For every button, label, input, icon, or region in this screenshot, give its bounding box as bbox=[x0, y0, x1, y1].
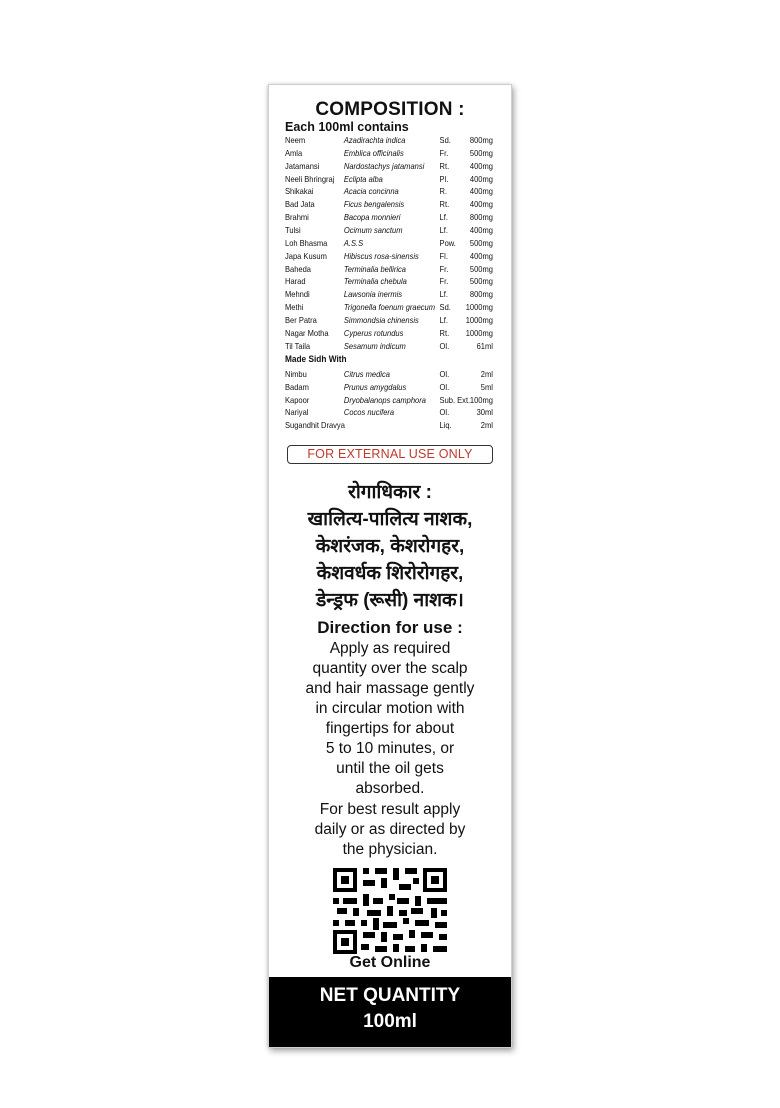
ingredient-botanical: Lawsonia inermis bbox=[343, 290, 403, 300]
ingredient-quantity: 500mg bbox=[469, 264, 493, 274]
ingredient-botanical: Citrus medica bbox=[343, 370, 390, 379]
ingredient-row bbox=[285, 341, 493, 353]
ingredient-part: Fl. bbox=[439, 251, 448, 261]
ingredient-botanical: Nardostachys jatamansi bbox=[343, 161, 425, 171]
ingredient-part: Ol. bbox=[439, 341, 450, 351]
direction-line: until the oil gets bbox=[336, 760, 444, 777]
ingredient-name: Bad Jata bbox=[285, 200, 315, 210]
ingredient-quantity: 500mg bbox=[469, 238, 493, 248]
ingredient-part: Lf. bbox=[439, 315, 448, 325]
direction-line: the physician. bbox=[342, 841, 438, 858]
direction-line: fingertips for about bbox=[325, 720, 455, 737]
ingredient-part: Pl. bbox=[439, 174, 449, 184]
ingredient-part: Sd. bbox=[439, 136, 451, 145]
external-use-badge: FOR EXTERNAL USE ONLY bbox=[287, 445, 493, 464]
ingredient-row bbox=[285, 395, 493, 407]
ingredient-botanical: Acacia concinna bbox=[343, 187, 399, 197]
qr-code-icon[interactable] bbox=[333, 868, 447, 954]
direction-line: and hair massage gently bbox=[305, 680, 475, 697]
ingredient-row bbox=[285, 186, 493, 198]
ingredient-botanical: Terminalia bellirica bbox=[343, 264, 406, 274]
ingredient-name: Jatamansi bbox=[285, 161, 320, 171]
ingredient-row bbox=[285, 289, 493, 301]
ingredient-botanical: Cyperus rotundus bbox=[343, 328, 404, 338]
ingredient-part: Fr. bbox=[439, 277, 449, 287]
ingredient-name: Neem bbox=[285, 136, 306, 145]
ingredient-name: Badam bbox=[285, 382, 309, 392]
hindi-heading: रोगाधिकार : bbox=[348, 482, 432, 503]
ingredient-botanical: A.S.S bbox=[343, 238, 364, 248]
net-quantity-label: NET QUANTITY bbox=[319, 985, 461, 1006]
ingredient-botanical: Ficus bengalensis bbox=[343, 200, 405, 210]
direction-line: quantity over the scalp bbox=[312, 660, 468, 677]
ingredient-botanical: Hibiscus rosa-sinensis bbox=[343, 251, 419, 261]
ingredient-quantity: 61ml bbox=[476, 341, 493, 351]
ingredient-row bbox=[285, 407, 493, 419]
net-quantity-value: 100ml bbox=[363, 1011, 417, 1032]
ingredient-part: Rt. bbox=[439, 328, 450, 338]
direction-line: For best result apply bbox=[319, 801, 461, 818]
qr-caption: Get Online bbox=[349, 954, 431, 971]
ingredient-quantity: 400mg bbox=[469, 251, 493, 261]
ingredient-row bbox=[285, 328, 493, 340]
ingredient-quantity: 500mg bbox=[469, 277, 493, 287]
ingredient-botanical: Cocos nucifera bbox=[343, 408, 395, 418]
ingredient-quantity: 400mg bbox=[469, 225, 493, 235]
ingredient-name: Brahmi bbox=[285, 213, 309, 223]
composition-subtitle: Each 100ml contains bbox=[285, 120, 409, 134]
ingredient-quantity: 30ml bbox=[476, 408, 493, 418]
ingredient-part: Lf. bbox=[439, 213, 448, 223]
ingredient-row bbox=[285, 420, 493, 432]
ingredient-part: Pow. bbox=[439, 238, 456, 248]
ingredient-part: Rt. bbox=[439, 200, 450, 210]
ingredient-row bbox=[285, 161, 493, 173]
ingredient-botanical: Azadirachta indica bbox=[343, 136, 406, 145]
ingredient-row bbox=[285, 199, 493, 211]
ingredient-name: Tulsi bbox=[285, 225, 301, 235]
ingredient-part: Fr. bbox=[439, 264, 449, 274]
ingredient-botanical: Eclipta alba bbox=[343, 174, 383, 184]
ingredient-quantity: 800mg bbox=[469, 213, 493, 223]
ingredient-part: Lf. bbox=[439, 290, 448, 300]
ingredient-part: Ol. bbox=[439, 382, 450, 392]
ingredient-part: Sd. bbox=[439, 303, 451, 313]
hindi-line: केशरंजक, केशरोगहर, bbox=[315, 536, 465, 557]
ingredient-part: Lf. bbox=[439, 225, 448, 235]
ingredient-row bbox=[285, 382, 493, 394]
ingredient-quantity: 2ml bbox=[480, 421, 493, 431]
ingredient-name: Nimbu bbox=[285, 370, 307, 379]
ingredient-quantity: 500mg bbox=[469, 148, 493, 158]
direction-line: daily or as directed by bbox=[314, 821, 466, 838]
ingredient-name: Harad bbox=[285, 277, 306, 287]
ingredient-row bbox=[285, 225, 493, 237]
ingredient-row bbox=[285, 251, 493, 263]
ingredient-name: Kapoor bbox=[285, 395, 310, 405]
ingredient-row bbox=[285, 135, 493, 147]
direction-title: Direction for use : bbox=[317, 618, 463, 637]
made-sidh-label: Made Sidh With bbox=[285, 354, 347, 364]
ingredient-name: Methi bbox=[285, 303, 304, 313]
direction-line: Apply as required bbox=[329, 640, 451, 657]
ingredient-name: Mehndi bbox=[285, 290, 310, 300]
ingredient-row bbox=[285, 369, 493, 381]
ingredient-row bbox=[285, 148, 493, 160]
ingredient-row bbox=[285, 315, 493, 327]
ingredient-name: Japa Kusum bbox=[285, 251, 327, 261]
ingredient-part: R. bbox=[439, 187, 448, 197]
ingredient-name: Nariyal bbox=[285, 408, 309, 418]
direction-line: 5 to 10 minutes, or bbox=[325, 740, 455, 757]
ingredient-botanical: Emblica officinalis bbox=[343, 148, 404, 158]
ingredient-quantity: 2ml bbox=[480, 370, 493, 379]
ingredient-row bbox=[285, 276, 493, 288]
ingredient-part: Fr. bbox=[439, 148, 449, 158]
ingredient-botanical: Dryobalanops camphora bbox=[343, 395, 426, 405]
ingredient-part: Liq. bbox=[439, 421, 452, 431]
ingredient-quantity: 400mg bbox=[469, 161, 493, 171]
ingredient-row bbox=[285, 264, 493, 276]
ingredient-quantity: 5ml bbox=[480, 382, 493, 392]
ingredient-quantity: 400mg bbox=[469, 174, 493, 184]
ingredient-name: Sugandhit Dravya bbox=[285, 421, 345, 431]
ingredient-quantity: 400mg bbox=[469, 200, 493, 210]
ingredient-quantity: 800mg bbox=[469, 290, 493, 300]
ingredient-quantity: 1000mg bbox=[465, 315, 493, 325]
ingredient-name: Neeli Bhringraj bbox=[285, 174, 335, 184]
direction-line: absorbed. bbox=[355, 780, 425, 797]
net-quantity-bar bbox=[269, 977, 511, 1047]
direction-line: in circular motion with bbox=[315, 700, 465, 717]
ingredient-botanical: Trigonella foenum graecum bbox=[343, 303, 436, 313]
hindi-line: डेन्ड्रफ (रूसी) नाशक। bbox=[316, 590, 464, 611]
ingredient-botanical: Terminalia chebula bbox=[343, 277, 407, 287]
ingredient-botanical: Bacopa monnieri bbox=[343, 213, 401, 223]
ingredient-part: Rt. bbox=[439, 161, 450, 171]
ingredient-row bbox=[285, 238, 493, 250]
ingredient-quantity: 1000mg bbox=[465, 328, 493, 338]
ingredient-row bbox=[285, 212, 493, 224]
ingredient-part: Ol. bbox=[439, 408, 450, 418]
ingredient-name: Loh Bhasma bbox=[285, 238, 328, 248]
ingredient-quantity: 1000mg bbox=[465, 303, 493, 313]
ingredient-quantity: 400mg bbox=[469, 187, 493, 197]
ingredient-name: Baheda bbox=[285, 264, 311, 274]
ingredient-quantity: 100mg bbox=[469, 395, 493, 405]
composition-title: COMPOSITION : bbox=[315, 99, 465, 120]
ingredient-name: Nagar Motha bbox=[285, 328, 329, 338]
ingredient-botanical: Simmondsia chinensis bbox=[343, 315, 419, 325]
ingredient-quantity: 800mg bbox=[469, 136, 493, 145]
hindi-line: खालित्य-पालित्य नाशक, bbox=[307, 509, 473, 530]
ingredient-botanical: Ocimum sanctum bbox=[343, 225, 403, 235]
ingredient-botanical: Prunus amygdalus bbox=[343, 382, 407, 392]
ingredient-botanical: Sesamum indicum bbox=[343, 341, 406, 351]
ingredient-name: Amla bbox=[285, 148, 303, 158]
ingredient-name: Ber Patra bbox=[285, 315, 317, 325]
ingredient-row bbox=[285, 174, 493, 186]
ingredient-row bbox=[285, 302, 493, 314]
ingredient-name: Til Taila bbox=[285, 341, 311, 351]
ingredient-name: Shikakai bbox=[285, 187, 314, 197]
ingredient-part: Ol. bbox=[439, 370, 450, 379]
hindi-line: केशवर्धक शिरोरोगहर, bbox=[316, 563, 464, 584]
ingredient-part: Sub. Ext. bbox=[439, 395, 471, 405]
product-label-panel bbox=[268, 84, 512, 1048]
